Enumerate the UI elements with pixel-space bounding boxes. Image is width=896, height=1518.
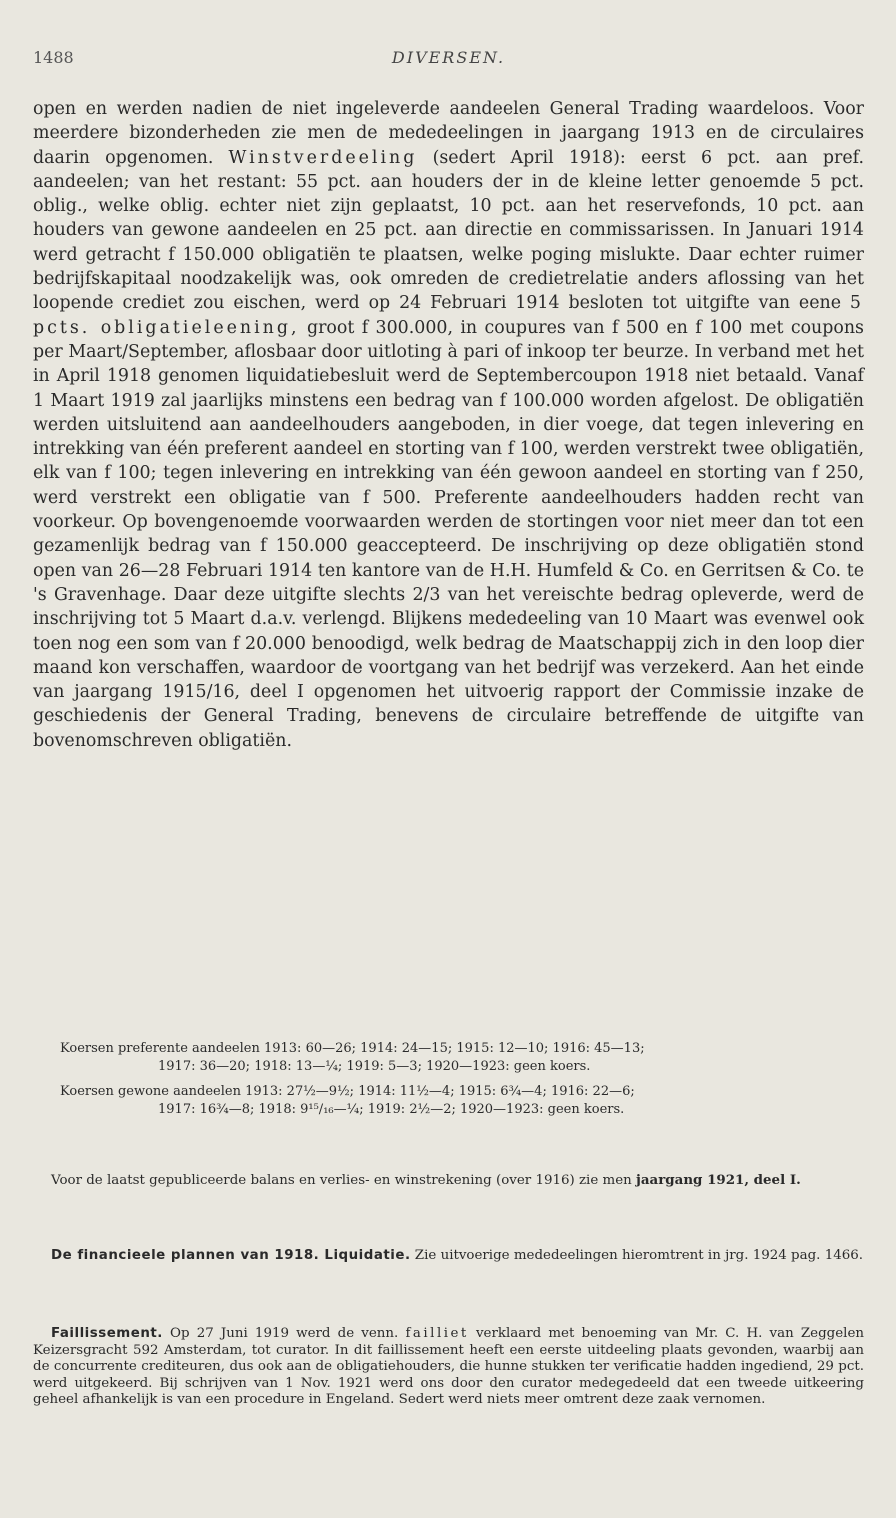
quotes-preferente	[60, 1040, 864, 1075]
quotes-gewone-line-2: 1917: 16¾—8; 1918: 9¹⁵/₁₆—¼; 1919: 2½—2; 1920—1923: geen koers.	[158, 1101, 625, 1117]
heading-winstverdeeling: Winstverdeeling	[228, 147, 418, 168]
faillissement-text-2: verklaard met benoeming van Mr. C. H. van Zeggelen Keizersgracht 592 Amsterdam, tot curator. In dit faillissement heeft een eerste uitdeeling plaats gevonden, waarbij aan de concurrente crediteuren, dus ook aan de obligatiehouders, die hunne stukken ter verificatie hadden ingediend, 29 pct. werd uitgekeerd. Bij schrijven van 1 Nov. 1921 werd ons door den curator medegedeeld dat een tweede uitkeering geheel afhankelijk is van een procedure in Engeland. Sedert werd niets meer omtrent deze zaak vernomen.	[33, 1326, 864, 1408]
plannen-note	[33, 1248, 864, 1265]
quotes-preferente-line-1: Koersen preferente aandeelen 1913: 60—26; 1914: 24—15; 1915: 12—10; 1916: 45—13;	[60, 1041, 645, 1056]
balance-note	[33, 1172, 864, 1190]
quotes-gewone-line-1: Koersen gewone aandeelen 1913: 27½—9½; 1914: 11½—4; 1915: 6¾—4; 1916: 22—6;	[60, 1084, 635, 1099]
page-header	[33, 48, 864, 78]
running-title: DIVERSEN.	[391, 48, 506, 67]
main-text-part-3: groot f 300.000, in coupures van f 500 en f 100 met coupons per Maart/September, aflosbaar door uitloting à pari of inkoop ter beurze. In verband met het in April 1918 genomen liquidatiebesluit werd de Septembercoupon 1918 niet betaald. Vanaf 1 Maart 1919 zal jaarlijks minstens een bedrag van f 100.000 worden afgelost. De obligatiën werden uitsluitend aan aandeelhouders aangeboden, in dier voege, dat tegen inlevering en intrekking van één preferent aandeel en storting van f 100, werden verstrekt twee obligatiën, elk van f 100; tegen inlevering en intrekking van één gewoon aandeel en storting van f 250, werd verstrekt een obligatie van f 500. Preferente aandeelhouders hadden recht van voorkeur. Op bovengenoemde voorwaarden werden de stortingen voor niet meer dan tot een gezamenlijk bedrag van f 150.000 geaccepteerd. De inschrijving op deze obligatiën stond open van 26—28 Februari 1914 ten kantore van de H.H. Humfeld & Co. en Gerritsen & Co. te 's Gravenhage. Daar deze uitgifte slechts 2/3 van het vereischte bedrag opleverde, werd de inschrijving tot 5 Maart d.a.v. verlengd. Blijkens mededeeling van 10 Maart was evenwel ook toen nog een som van f 20.000 benoodigd, welk bedrag de Maatschappij zich in den loop dier maand kon verschaffen, waardoor de voortgang van het bedrijf was verzekerd. Aan het einde van jaargang 1915/16, deel I opgenomen het uitvoerig rapport der Commissie inzake de geschiedenis der General Trading, benevens de circulaire betreffende de uitgifte van bovenomschreven obligatiën.	[33, 317, 864, 751]
balance-text: Voor de laatst gepubliceerde balans en verlies- en winstrekening (over 1916) zie men	[51, 1173, 637, 1188]
main-text-part-1: open en werden nadien de niet ingeleverde aandeelen General Trading waardeloos. Voor meerdere bizonderheden zie men de mededeelingen in jaargang 1913 en de circulaires daarin opgenomen.	[33, 99, 864, 168]
plannen-text: Zie uitvoerige mededeelingen hieromtrent in jrg. 1924 pag. 1466.	[410, 1248, 864, 1263]
term-obligatieleening: 5 pcts. obligatieleening,	[33, 293, 864, 338]
price-quotes	[60, 1040, 864, 1126]
balance-reference: jaargang 1921, deel I.	[636, 1172, 801, 1188]
page-number: 1488	[33, 48, 74, 67]
main-paragraph	[33, 97, 864, 753]
faillissement-heading: Faillissement.	[51, 1326, 163, 1341]
plannen-heading: De financieele plannen van 1918. Liquidatie.	[51, 1248, 411, 1263]
quotes-gewone	[60, 1083, 864, 1118]
faillissement-note	[33, 1326, 864, 1409]
quotes-preferente-line-2: 1917: 36—20; 1918: 13—¼; 1919: 5—3; 1920—1923: geen koers.	[158, 1058, 591, 1074]
main-text-part-2: (sedert April 1918): eerst 6 pct. aan pref. aandeelen; van het restant: 55 pct. aan houders der in de kleine letter genoemde 5 pct. oblig., welke oblig. echter niet zijn geplaatst, 10 pct. aan het reservefonds, 10 pct. aan houders van gewone aandeelen en 25 pct. aan directie en commissarissen. In Januari 1914 werd getracht f 150.000 obligatiën te plaatsen, welke poging mislukte. Daar echter ruimer bedrijfskapitaal noodzakelijk was, ook omreden de credietrelatie anders aflossing van het loopende crediet zou eischen, werd op 24 Februari 1914 besloten tot uitgifte van eene	[33, 147, 864, 314]
term-failliet: failliet	[405, 1326, 469, 1341]
faillissement-text-1: Op 27 Juni 1919 werd de venn.	[162, 1326, 406, 1341]
